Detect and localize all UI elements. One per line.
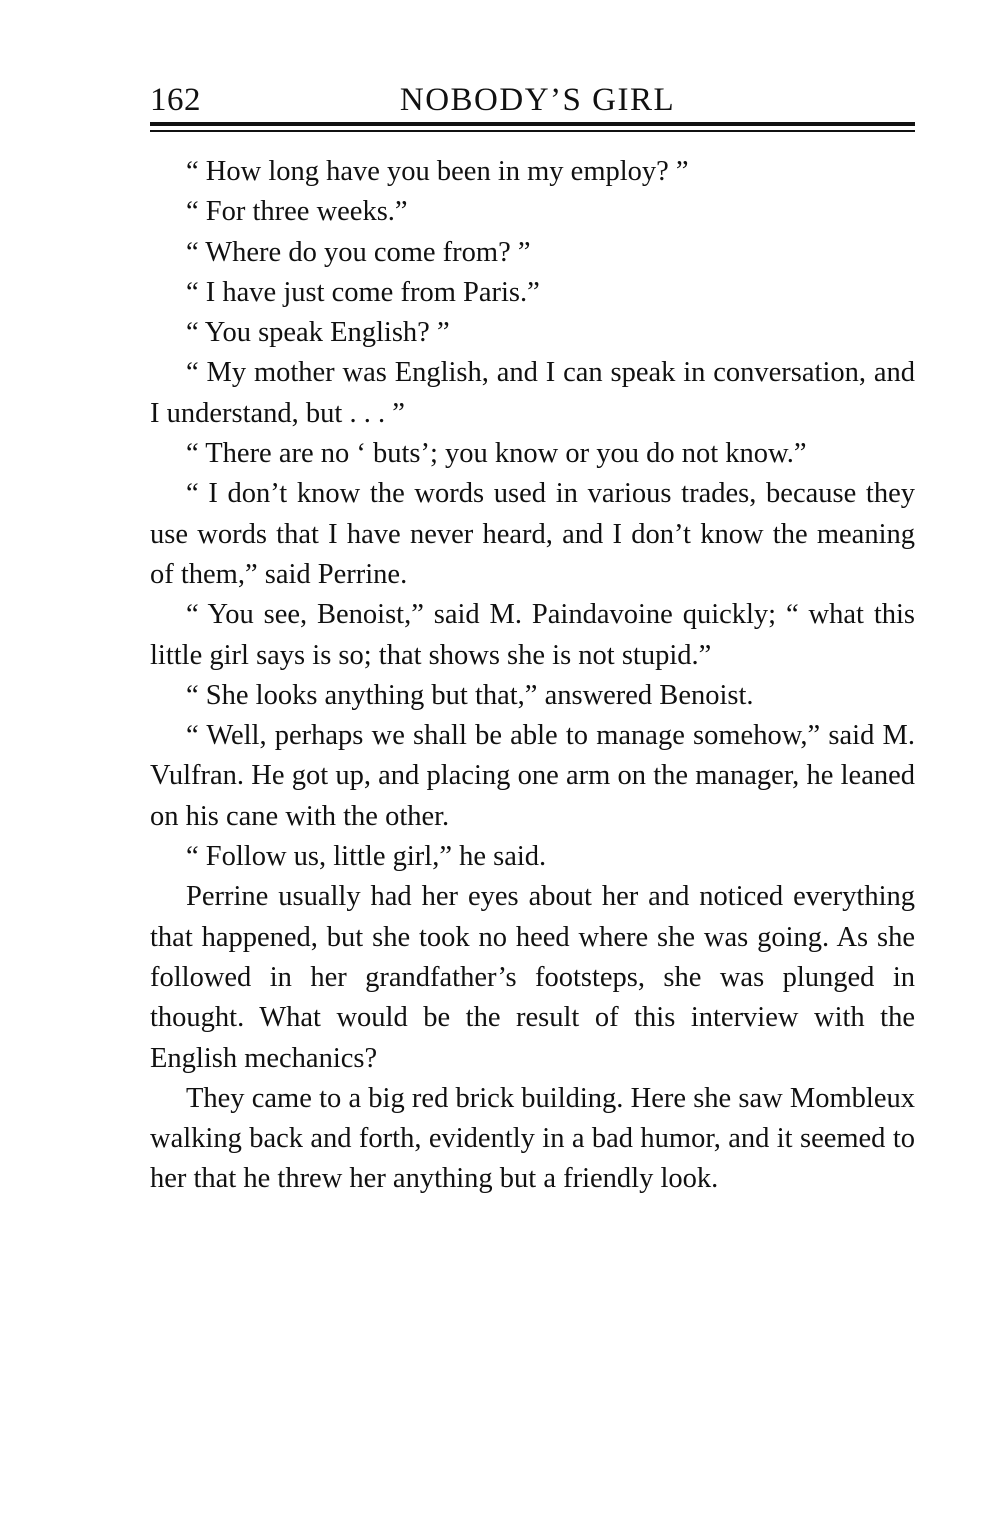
paragraph: “ How long have you been in my employ? ” [186,156,689,187]
paragraph: “ There are no ‘ buts’; you know or you do not know.” [186,438,807,470]
page-header [150,80,915,120]
paragraph: “ Follow us, little girl,” he said. [186,841,547,873]
paragraph: “ You speak English? ” [186,317,450,349]
paragraph: “ I have just come from Paris.” [186,276,540,308]
paragraph: “ For three weeks.” [186,196,408,228]
paragraph: Perrine usually had her eyes about her and noticed everything that happened, but she took no heed where she was going. As she followed in her grandfather’s footsteps, she was plunged in thought. What would be the result of this interview with the English mechanics? [150,881,915,1074]
paragraph: “ Where do you come from? ” [186,236,531,268]
paragraph: “ You see, Benoist,” said M. Paindavoine quickly; “ what this little girl says is so; that shows she is not stupid.” [150,599,915,671]
header-rule-thin [150,130,915,132]
body-text [150,152,915,1200]
running-title: NOBODY’S GIRL [399,82,676,118]
paragraph: They came to a big red brick building. Here she saw Mombleux walking back and forth, evidently in a bad humor, and it seemed to her that he threw her anything but a friendly look. [150,1082,915,1195]
paragraph: “ Well, perhaps we shall be able to manage somehow,” said M. Vulfran. He got up, and placing one arm on the manager, he leaned on his cane with the other. [150,720,915,832]
paragraph: “ She looks anything but that,” answered Benoist. [186,679,754,711]
header-rule-thick [150,122,915,126]
paragraph: “ My mother was English, and I can speak in conversation, and I understand, but . . . ” [150,357,915,429]
book-page [150,80,915,120]
page-number: 162 [150,82,201,118]
paragraph: “ I don’t know the words used in various trades, because they use words that I have never heard, and I don’t know the meaning of them,” said Perrine. [150,478,915,590]
